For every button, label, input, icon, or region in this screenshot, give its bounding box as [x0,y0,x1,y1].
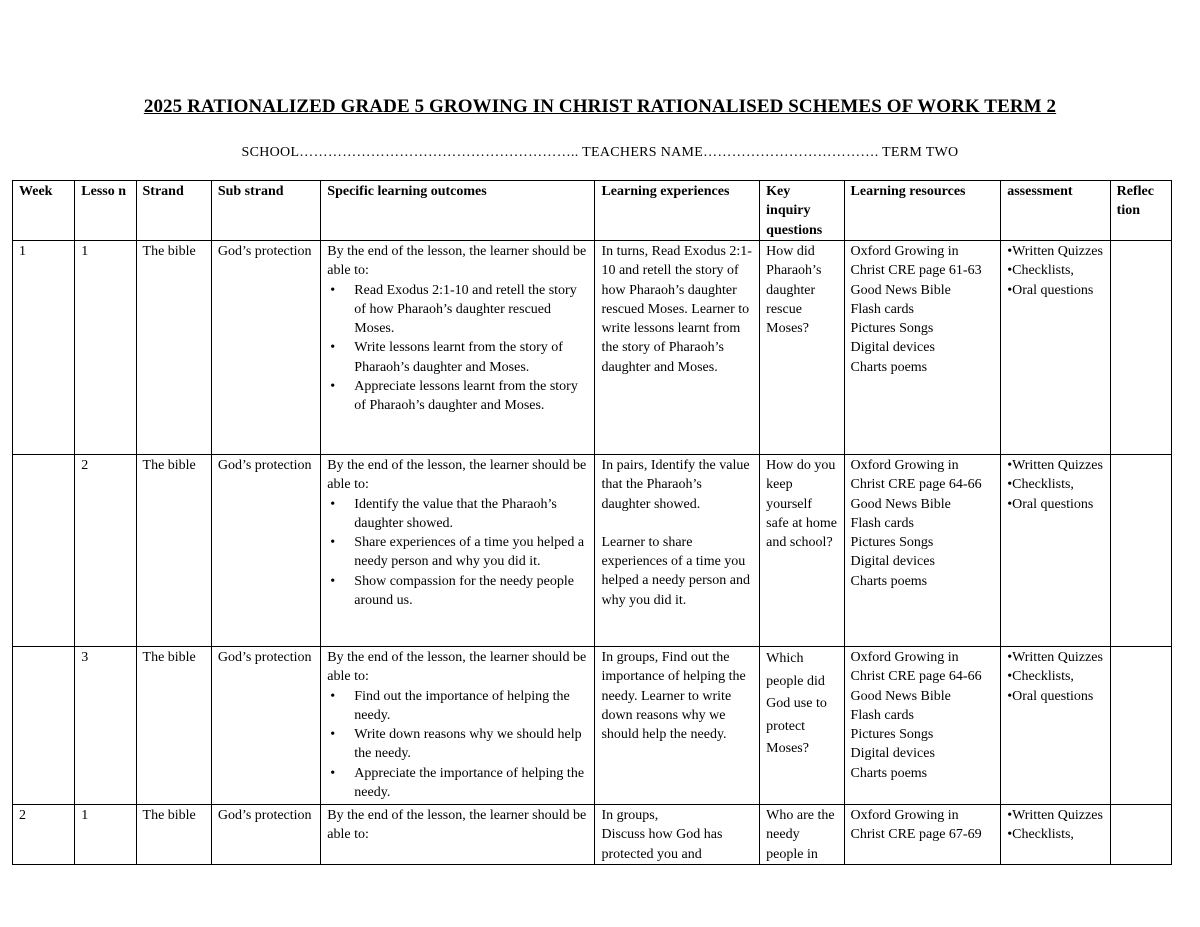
resource-item: Pictures Songs [850,727,934,743]
cell-sub-strand: God’s protection [211,241,320,455]
bullet-icon: • [330,688,336,704]
cell-reflection [1110,805,1171,865]
assessment-item: •Oral questions [1007,688,1094,704]
resource-item: Oxford Growing in Christ CRE page 64-66 [850,650,982,685]
outcome-text: Appreciate the importance of helping the needy. [354,765,585,801]
cell-assessment [1001,805,1110,865]
outcomes-list [327,495,588,611]
resource-item: Digital devices [850,746,935,762]
cell-sub-strand: God’s protection [211,647,320,805]
cell-resources [844,455,1001,647]
cell-week [13,647,75,805]
cell-lesson: 1 [75,241,136,455]
cell-outcomes [321,455,595,647]
scheme-of-work-table [12,180,1172,865]
cell-experiences [595,455,760,647]
outcomes-intro: By the end of the lesson, the learner should be able to: [327,458,587,493]
cell-strand: The bible [136,241,211,455]
outcome-text: Show compassion for the needy people around us. [354,573,574,609]
cell-experiences: In turns, Read Exodus 2:1-10 and retell the story of how Pharaoh’s daughter rescued Moses. Learner to write lessons learnt from the story of Pharaoh’s daughter and Moses. [595,241,760,455]
cell-reflection [1110,647,1171,805]
assessment-item: •Checklists, [1007,669,1074,685]
cell-sub-strand: God’s protection [211,455,320,647]
outcomes-list [327,687,588,803]
header-week: Week [13,181,75,241]
cell-outcomes [321,805,595,865]
cell-reflection [1110,455,1171,647]
outcomes-intro: By the end of the lesson, the learner should be able to: [327,244,587,279]
header-strand: Strand [136,181,211,241]
outcome-item [330,495,588,534]
resource-item: Oxford Growing in Christ CRE page 67-69 [850,808,982,843]
header-assessment: assessment [1001,181,1110,241]
table-row [13,455,1172,647]
bullet-icon: • [330,379,336,395]
table-row [13,647,1172,805]
assessment-item: •Written Quizzes [1007,458,1103,473]
cell-outcomes [321,647,595,805]
cell-resources [844,647,1001,805]
resource-item: Charts poems [850,359,928,375]
resource-item: Digital devices [850,554,935,570]
outcome-item [330,572,588,611]
cell-lesson: 1 [75,805,136,865]
cell-week [13,455,75,647]
outcomes-intro: By the end of the lesson, the learner should be able to: [327,650,587,685]
spacer [601,514,753,533]
cell-reflection [1110,241,1171,455]
assessment-item: •Checklists, [1007,827,1074,843]
cell-lesson: 3 [75,647,136,805]
outcome-item [330,725,588,764]
outcomes-intro: By the end of the lesson, the learner should be able to: [327,808,587,843]
header-experiences: Learning experiences [595,181,760,241]
resource-item: Flash cards [850,707,914,723]
resource-item: Charts poems [850,765,928,781]
cell-experiences [595,805,760,865]
cell-assessment [1001,455,1110,647]
outcome-text: Identify the value that the Pharaoh’s daughter showed. [354,496,557,531]
resource-item: Good News Bible [850,688,951,704]
table-header-row [13,181,1172,241]
bullet-icon: • [330,727,336,743]
cell-question: How did Pharaoh’s daughter rescue Moses? [760,241,844,455]
outcome-item [330,338,588,377]
resource-item: Oxford Growing in Christ CRE page 64-66 [850,458,982,493]
assessment-item: •Written Quizzes [1007,650,1103,665]
outcome-item [330,533,588,572]
cell-question: Who are the needy people in [760,805,844,865]
outcome-item [330,687,588,726]
cell-resources [844,241,1001,455]
assessment-item: •Checklists, [1007,263,1074,279]
header-questions: Key inquiry questions [760,181,844,241]
bullet-icon: • [330,496,336,512]
document-title: 2025 RATIONALIZED GRADE 5 GROWING IN CHRIST RATIONALISED SCHEMES OF WORK TERM 2 [143,96,1057,117]
outcome-text: Read Exodus 2:1-10 and retell the story of how Pharaoh’s daughter rescued Moses. [354,282,577,337]
bullet-icon: • [330,340,336,356]
cell-week: 1 [13,241,75,455]
resource-item: Flash cards [850,301,914,317]
assessment-item: •Written Quizzes [1007,808,1103,823]
outcome-text: Find out the importance of helping the needy. [354,688,570,723]
outcome-item [330,281,588,339]
cell-strand: The bible [136,647,211,805]
resource-item: Charts poems [850,573,928,589]
header-resources: Learning resources [844,181,1001,241]
table-row [13,805,1172,865]
header-sub-strand: Sub strand [211,181,320,241]
cell-outcomes [321,241,595,455]
cell-assessment [1001,647,1110,805]
cell-strand: The bible [136,455,211,647]
resource-item: Good News Bible [850,496,951,512]
outcome-item [330,764,588,803]
assessment-item: •Oral questions [1007,282,1094,298]
cell-question: How do you keep yourself safe at home and school? [760,455,844,647]
bullet-icon: • [330,573,336,589]
resource-item: Digital devices [850,340,935,356]
resource-item: Oxford Growing in Christ CRE page 61-63 [850,244,982,279]
experience-part: In groups, [601,808,659,823]
cell-question: Which people did God use to protect Moses? [760,647,844,805]
experience-part: Learner to share experiences of a time you helped a needy person and why you did it. [601,534,750,608]
assessment-item: •Checklists, [1007,477,1074,493]
cell-strand: The bible [136,805,211,865]
assessment-item: •Written Quizzes [1007,244,1103,259]
outcome-item [330,377,588,416]
cell-week: 2 [13,805,75,865]
resource-item: Pictures Songs [850,321,934,337]
outcome-text: Appreciate lessons learnt from the story of Pharaoh’s daughter and Moses. [354,379,578,414]
assessment-item: •Oral questions [1007,496,1094,512]
experience-part: Discuss how God has protected you and [601,827,723,862]
outcomes-list [327,281,588,416]
header-outcomes: Specific learning outcomes [321,181,595,241]
header-reflection: Reflec tion [1110,181,1171,241]
cell-lesson: 2 [75,455,136,647]
cell-sub-strand: God’s protection [211,805,320,865]
resource-item: Flash cards [850,515,914,531]
resource-item: Pictures Songs [850,535,934,551]
cell-experiences: In groups, Find out the importance of helping the needy. Learner to write down reasons why we should help the needy. [595,647,760,805]
bullet-icon: • [330,282,336,298]
outcome-text: Share experiences of a time you helped a needy person and why you did it. [354,535,585,570]
table-row [13,241,1172,455]
resource-item: Good News Bible [850,282,951,298]
bullet-icon: • [330,765,336,781]
cell-assessment [1001,241,1110,455]
outcome-text: Write lessons learnt from the story of Pharaoh’s daughter and Moses. [354,340,563,375]
school-teacher-term-line: SCHOOL………………………………………………….. TEACHERS NAME………………………………. TERM TWO [241,145,959,160]
experience-part: In pairs, Identify the value that the Pharaoh’s daughter showed. [601,458,750,512]
header-lesson: Lesso n [75,181,136,241]
bullet-icon: • [330,535,336,551]
outcome-text: Write down reasons why we should help the needy. [354,727,582,762]
cell-resources [844,805,1001,865]
